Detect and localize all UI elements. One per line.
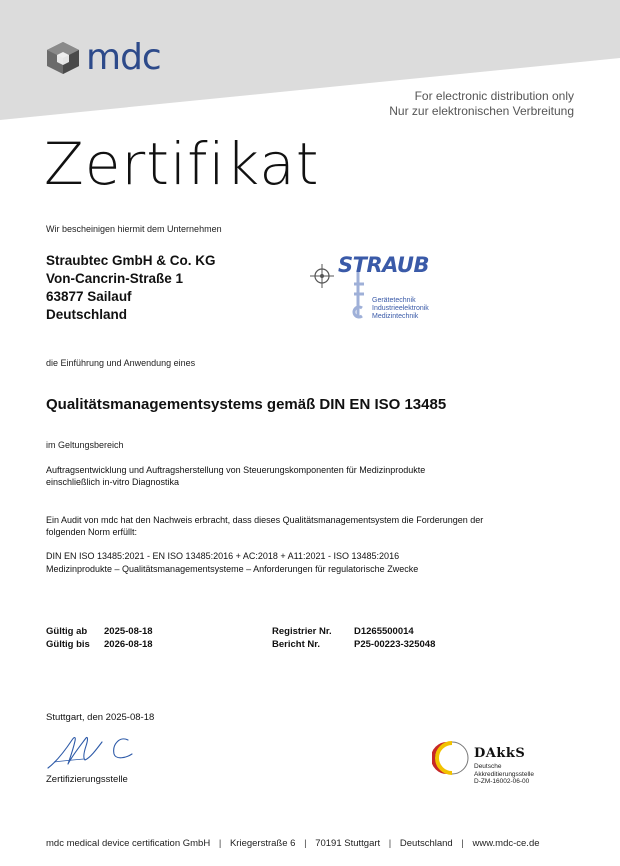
company-city: 63877 Sailauf bbox=[46, 289, 132, 304]
validity-row-1 bbox=[46, 625, 435, 638]
norm-line2: Medizinprodukte – Qualitätsmanagementsysteme – Anforderungen für regulatorische Zwecke bbox=[46, 564, 419, 574]
dakks-flag-icon bbox=[432, 736, 472, 788]
audit-line1: Ein Audit von mdc hat den Nachweis erbracht, dass dieses Qualitätsmanagementsystem die Forderungen der bbox=[46, 515, 484, 525]
company-logo bbox=[310, 248, 450, 328]
audit-line2: folgenden Norm erfüllt: bbox=[46, 527, 138, 537]
scope-line1: Auftragsentwicklung und Auftragsherstellung von Steuerungskomponenten für Medizinprodukte bbox=[46, 465, 426, 475]
company-address bbox=[46, 252, 216, 324]
footer-street: Kriegerstraße 6 bbox=[229, 838, 296, 849]
crosshair-icon bbox=[310, 264, 334, 288]
validity-table bbox=[46, 625, 435, 651]
place-date: Stuttgart, den 2025-08-18 bbox=[46, 712, 155, 723]
footer-city: 70191 Stuttgart bbox=[315, 838, 381, 849]
page-title: Zertifikat bbox=[44, 130, 320, 198]
report-value: P25-00223-325048 bbox=[354, 639, 436, 650]
register-label: Registrier Nr. bbox=[272, 626, 332, 637]
signature bbox=[46, 728, 146, 772]
footer-separator: | bbox=[304, 838, 307, 849]
footer-separator: | bbox=[218, 838, 222, 849]
dakks-line2: Akkreditierungsstelle bbox=[474, 770, 534, 778]
straub-line3: Medizintechnik bbox=[372, 313, 419, 320]
valid-to-value: 2026-08-18 bbox=[104, 639, 153, 650]
norm-text bbox=[46, 550, 576, 576]
company-country: Deutschland bbox=[46, 307, 128, 322]
distribution-note-de: Nur zur elektronischen Verbreitung bbox=[389, 104, 574, 118]
footer-company: mdc medical device certification GmbH bbox=[46, 838, 211, 849]
dakks-line1: Deutsche bbox=[474, 763, 502, 770]
dakks-badge bbox=[432, 736, 552, 788]
validity-row-2 bbox=[46, 638, 435, 651]
norm-line1: DIN EN ISO 13485:2021 - EN ISO 13485:2016 + AC:2018 + A11:2021 - ISO 13485:2016 bbox=[46, 551, 400, 561]
straub-wordmark: STRAUB bbox=[338, 253, 429, 277]
report-label: Bericht Nr. bbox=[272, 639, 321, 650]
scope-text bbox=[46, 464, 566, 488]
footer-website-link[interactable]: www.mdc-ce.de bbox=[472, 838, 540, 849]
signature-label: Zertifizierungsstelle bbox=[46, 774, 128, 785]
straub-line1: Gerätetechnik bbox=[372, 297, 416, 304]
valid-from-value: 2025-08-18 bbox=[104, 626, 153, 637]
company-name: Straubtec GmbH & Co. KG bbox=[46, 253, 216, 268]
mdc-cube-icon bbox=[46, 41, 80, 75]
scope-label: im Geltungsbereich bbox=[46, 440, 124, 450]
footer-country: Deutschland bbox=[399, 838, 453, 849]
scope-line2: einschließlich in-vitro Diagnostika bbox=[46, 477, 180, 487]
straub-line2: Industrieelektronik bbox=[372, 305, 429, 312]
footer bbox=[46, 838, 576, 849]
intro-text: Wir bescheinigen hiermit dem Unternehmen bbox=[46, 224, 222, 234]
company-street: Von-Cancrin-Straße 1 bbox=[46, 271, 184, 286]
qms-heading: Qualitätsmanagementsystems gemäß DIN EN ISO 13485 bbox=[46, 396, 447, 413]
valid-from-label: Gültig ab bbox=[46, 626, 88, 637]
register-value: D1265500014 bbox=[354, 626, 414, 637]
dakks-name: DAkkS bbox=[474, 746, 526, 761]
dakks-subtext bbox=[474, 763, 534, 786]
audit-text bbox=[46, 514, 566, 538]
intro2-text: die Einführung und Anwendung eines bbox=[46, 358, 196, 368]
distribution-note-en: For electronic distribution only bbox=[414, 89, 574, 103]
footer-separator: | bbox=[388, 838, 392, 849]
footer-separator: | bbox=[461, 838, 464, 849]
dakks-line3: D-ZM-16002-06-00 bbox=[474, 778, 530, 785]
mdc-logo bbox=[46, 38, 161, 78]
valid-to-label: Gültig bis bbox=[46, 639, 90, 650]
distribution-note bbox=[389, 89, 574, 119]
mdc-logo-text: mdc bbox=[86, 37, 161, 78]
